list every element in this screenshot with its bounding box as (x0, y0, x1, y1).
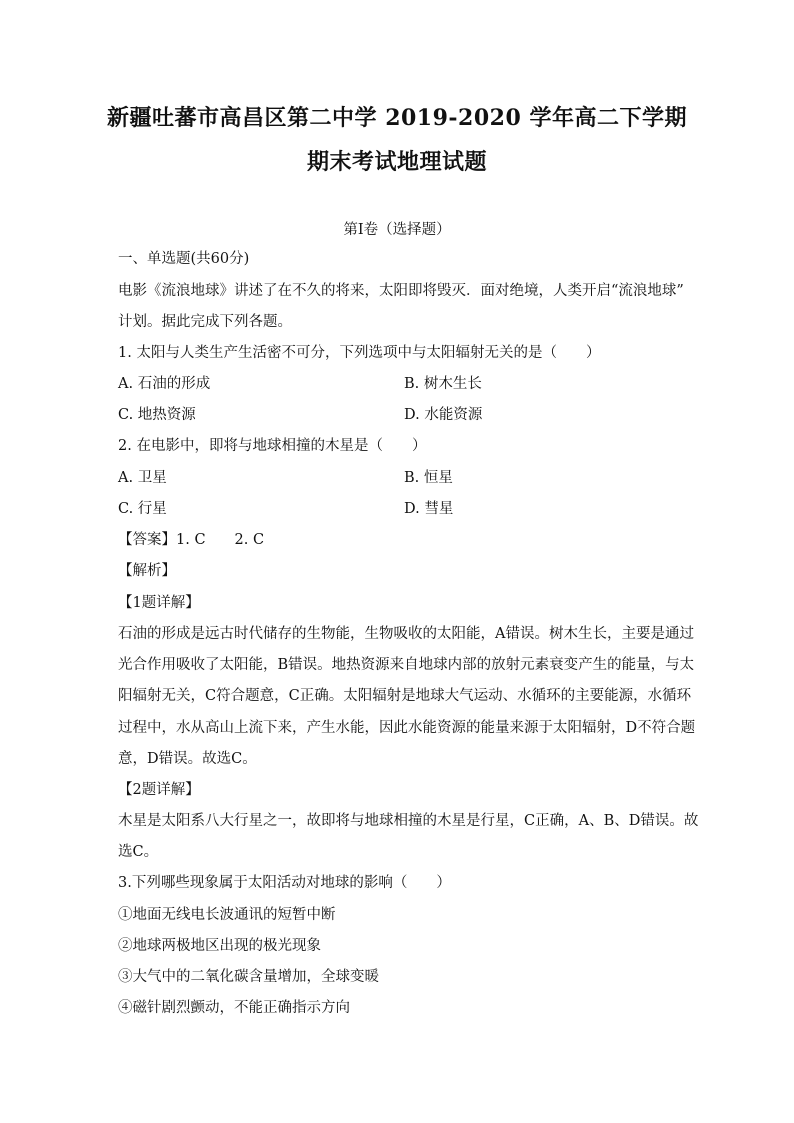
question-1-detail-line: 石油的形成是远古时代储存的生物能，生物吸收的太阳能，A错误。树木生长，主要是通过 (118, 626, 694, 642)
question-2-option-a: A. 卫星 (118, 470, 167, 486)
intro-text-line: 计划。据此完成下列各题。 (118, 314, 292, 330)
intro-text-line: 电影《流浪地球》讲述了在不久的将来，太阳即将毁灭．面对绝境，人类开启“流浪地球” (118, 283, 684, 299)
section-heading: 一、单选题(共60分) (118, 251, 250, 267)
question-1-option-c: C. 地热资源 (118, 407, 196, 423)
question-1-detail-heading: 【1题详解】 (118, 595, 200, 611)
question-1-detail-line: 意，D错误。故选C。 (118, 751, 257, 767)
question-3-item: ④磁针剧烈颤动，不能正确指示方向 (118, 1000, 350, 1016)
question-1-stem: 1. 太阳与人类生产生活密不可分，下列选项中与太阳辐射无关的是（ ） (118, 345, 601, 361)
question-2-option-c: C. 行星 (118, 501, 167, 517)
question-3-item: ③大气中的二氧化碳含量增加，全球变暖 (118, 969, 379, 985)
question-1-detail-line: 光合作用吸收了太阳能，B错误。地热资源来自地球内部的放射元素衰变产生的能量，与太 (118, 657, 695, 673)
question-1-option-d: D. 水能资源 (404, 407, 483, 423)
question-3-stem: 3.下列哪些现象属于太阳活动对地球的影响（ ） (118, 875, 451, 891)
document-title-line-2: 期末考试地理试题 (306, 149, 487, 175)
question-1-detail-line: 过程中，水从高山上流下来，产生水能，因此水能资源的能量来源于太阳辐射，D不符合题 (118, 720, 696, 736)
question-1-detail-line: 阳辐射无关，C符合题意，C正确。太阳辐射是地球大气运动、水循环的主要能源，水循环 (118, 688, 692, 704)
question-2-option-b: B. 恒星 (404, 470, 453, 486)
part-heading: 第I卷（选择题） (343, 222, 451, 238)
document-title-line-1: 新疆吐蕃市高昌区第二中学 2019-2020 学年高二下学期 (107, 105, 687, 131)
question-2-option-d: D. 彗星 (404, 501, 454, 517)
answer-line: 【答案】1. C 2. C (118, 532, 265, 548)
question-1-option-b: B. 树木生长 (404, 376, 482, 392)
question-3-item: ①地面无线电长波通讯的短暂中断 (118, 907, 336, 923)
question-2-detail-line: 木星是太阳系八大行星之一，故即将与地球相撞的木星是行星，C正确，A、B、D错误。故 (118, 813, 699, 829)
analysis-heading: 【解析】 (118, 563, 176, 579)
question-1-option-a: A. 石油的形成 (118, 376, 211, 392)
question-2-detail-line: 选C。 (118, 844, 159, 860)
question-2-stem: 2. 在电影中，即将与地球相撞的木星是（ ） (118, 438, 427, 454)
question-2-detail-heading: 【2题详解】 (118, 782, 200, 798)
question-3-item: ②地球两极地区出现的极光现象 (118, 938, 321, 954)
